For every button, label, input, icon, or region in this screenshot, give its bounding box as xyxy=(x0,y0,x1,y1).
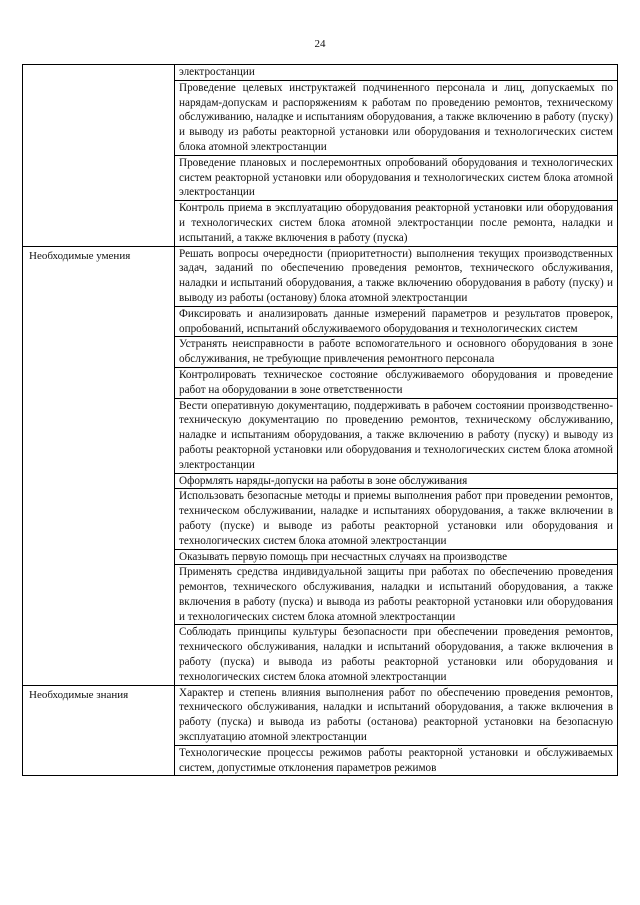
qualification-table xyxy=(22,64,618,776)
page-number: 24 xyxy=(314,38,326,50)
list-item: электростанции xyxy=(179,66,255,78)
list-item: Фиксировать и анализировать данные измерений параметров и результатов проверок, опробований, испытаний обслуживаемого оборудования и технологических систем xyxy=(175,306,617,337)
table-row-previous-actions xyxy=(23,65,618,247)
section-label: Необходимые знания xyxy=(29,688,129,701)
list-item: Вести оперативную документацию, поддерживать в рабочем состоянии производственно-техническую документацию по проведению ремонтов, техническому обслуживанию, наладке и испытаниям оборудования, а также включению в работу (пуску) и выводу из работы реакторной установки или оборудования и технологических систем блока атомной электростанции xyxy=(175,398,617,473)
list-item: Проведение плановых и послеремонтных опробований оборудования и технологических систем реакторной установки или оборудования и технологических систем блока атомной электростанции xyxy=(175,155,617,200)
table-row-skills xyxy=(23,246,618,685)
list-item: Контроль приема в эксплуатацию оборудования реакторной установки или оборудования и технологических систем блока атомной электростанции после ремонта, наладки и испытаний, а также включения в работу (пуска) xyxy=(175,200,617,245)
section-label xyxy=(23,65,174,67)
section-items-cell xyxy=(175,246,618,685)
section-items-cell xyxy=(175,685,618,776)
list-item: Оказывать первую помощь при несчастных случаях на производстве xyxy=(175,549,617,565)
section-label-cell xyxy=(23,685,175,776)
section-label-cell xyxy=(23,65,175,247)
list-item: Решать вопросы очередности (приоритетности) выполнения текущих производственных задач, заданий по обеспечению проведения ремонтов, технического обслуживания, наладки и испытаний оборудования, а также включению оборудования в работу (пуску) и выводу из работы (останову) блока атомной электростанции xyxy=(179,247,613,304)
list-item: Контролировать техническое состояние обслуживаемого оборудования и проведение работ на оборудовании в зоне ответственности xyxy=(175,367,617,398)
section-label-cell xyxy=(23,246,175,685)
list-item: Применять средства индивидуальной защиты при работах по обеспечению проведения ремонтов, технического обслуживания, наладки и испытаний оборудования, а также включения в работу (пуска) и вывода из работы реакторной установки или оборудования и технологических систем блока атомной электростанции xyxy=(175,564,617,624)
section-items-cell xyxy=(175,65,618,247)
list-item: Устранять неисправности в работе вспомогательного и основного оборудования в зоне обслуживания, не требующие привлечения ремонтного персонала xyxy=(175,336,617,367)
section-label: Необходимые умения xyxy=(29,249,131,262)
list-item: Технологические процессы режимов работы реакторной установки и обслуживаемых систем, допустимые отклонения параметров режимов xyxy=(175,745,617,776)
list-item: Использовать безопасные методы и приемы выполнения работ при проведении ремонтов, техническом обслуживании, наладке и испытаниях оборудования, а также включении в работу (пуске) и выводе из работы реакторной установки или оборудования и технологических систем блока атомной электростанции xyxy=(175,488,617,548)
list-item: Проведение целевых инструктажей подчиненного персонала и лиц, допускаемых по нарядам-допускам и распоряжениям к работам по проведению ремонтов, техническому обслуживанию, наладке и испытаниям оборудования, а также включению в работу (пуску) и выводу из работы реакторной установки или оборудования и технологических систем блока атомной электростанции xyxy=(175,80,617,155)
list-item: Оформлять наряды-допуски на работы в зоне обслуживания xyxy=(175,473,617,489)
list-item: Характер и степень влияния выполнения работ по обеспечению проведения ремонтов, технического обслуживания, наладки и испытаний оборудования, а также включения в работу (пуска) и вывода из работы (останова) реакторной установки на безопасную эксплуатацию атомной электростанции xyxy=(179,686,613,744)
list-item: Соблюдать принципы культуры безопасности при обеспечении проведения ремонтов, технического обслуживания, наладки и испытаний оборудования, а также включения в работу (пуска) и вывода из работы реакторной установки или оборудования и технологических систем блока атомной электростанции xyxy=(175,624,617,684)
table-row-knowledge xyxy=(23,685,618,776)
